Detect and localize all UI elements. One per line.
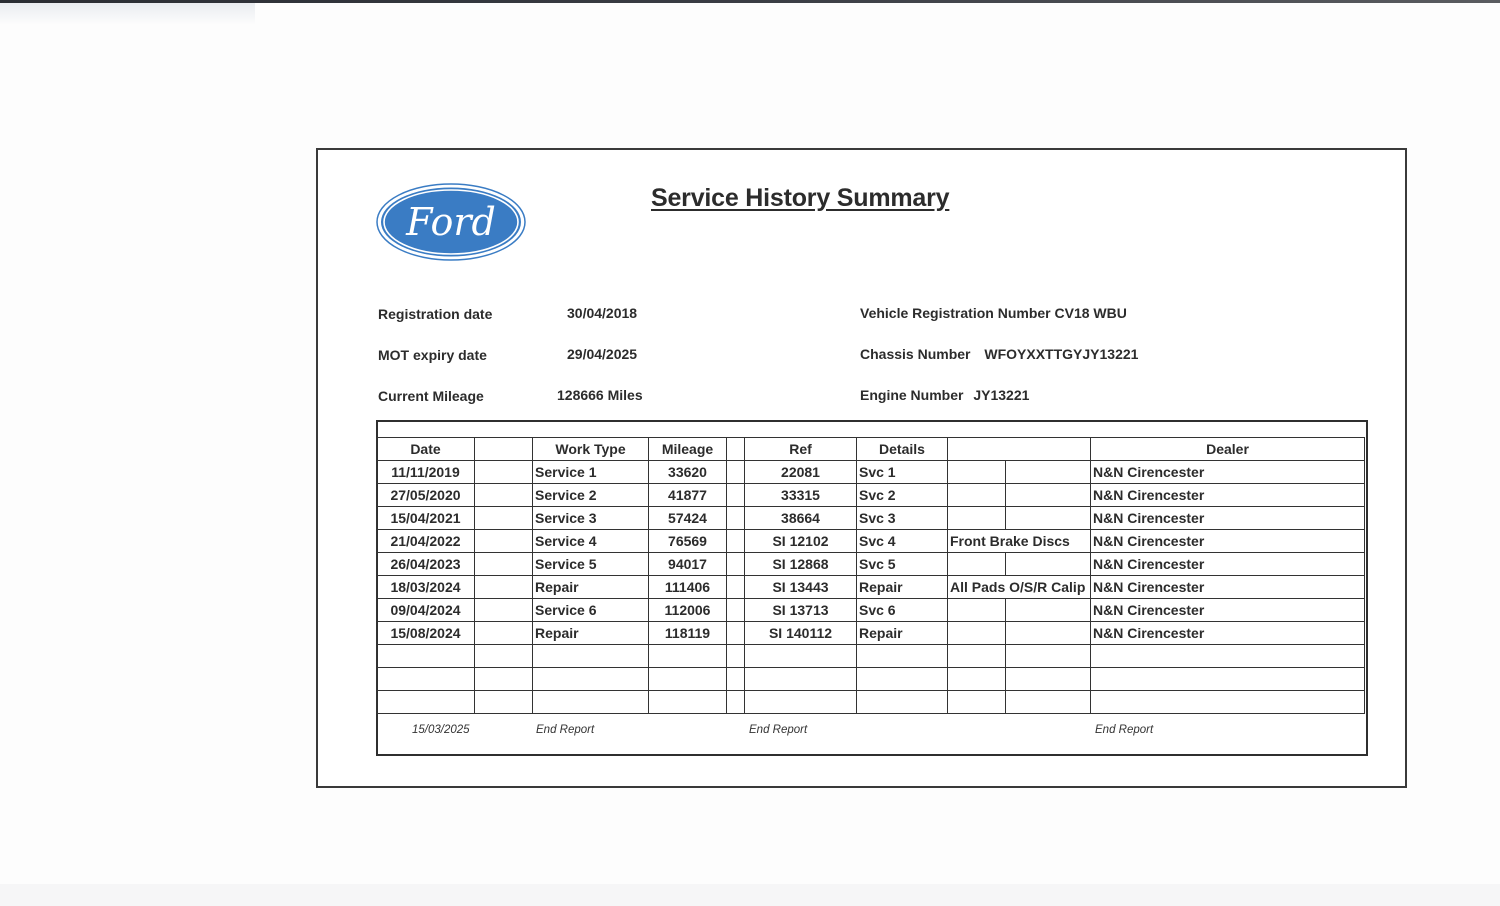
header-blank-1 (475, 438, 533, 461)
row-mileage: 57424 (649, 507, 727, 530)
chassis-value: WFOYXXTTGYJY13221 (984, 346, 1139, 362)
table-row (377, 622, 1365, 645)
vrn-field (860, 305, 1127, 321)
row-blank-2 (727, 622, 745, 645)
row-notes-b (1006, 622, 1091, 645)
row-work-type: Service 5 (533, 553, 649, 576)
row-dealer: N&N Cirencester (1091, 530, 1365, 553)
ford-logo (376, 183, 526, 261)
empty-cell (727, 668, 745, 691)
empty-cell (1006, 691, 1091, 714)
row-ref: SI 12102 (745, 530, 857, 553)
row-mileage: 94017 (649, 553, 727, 576)
row-mileage: 112006 (649, 599, 727, 622)
row-blank-1 (475, 530, 533, 553)
empty-cell (475, 645, 533, 668)
empty-cell (1091, 691, 1365, 714)
row-work-type: Service 4 (533, 530, 649, 553)
row-notes-a (948, 622, 1006, 645)
row-details: Svc 2 (857, 484, 948, 507)
table-row (377, 461, 1365, 484)
row-date: 26/04/2023 (377, 553, 475, 576)
scan-shadow (0, 3, 255, 25)
row-mileage: 33620 (649, 461, 727, 484)
row-notes-a (948, 599, 1006, 622)
row-mileage: 41877 (649, 484, 727, 507)
table-row (377, 599, 1365, 622)
engine-label: Engine Number (860, 387, 964, 403)
empty-cell (1091, 668, 1365, 691)
header-mileage: Mileage (649, 438, 727, 461)
empty-cell (377, 668, 475, 691)
row-blank-2 (727, 461, 745, 484)
table-header-row (377, 438, 1365, 461)
row-dealer: N&N Cirencester (1091, 484, 1365, 507)
row-ref: SI 13713 (745, 599, 857, 622)
row-blank-2 (727, 576, 745, 599)
empty-cell (948, 668, 1006, 691)
row-blank-1 (475, 461, 533, 484)
row-date: 11/11/2019 (377, 461, 475, 484)
row-date: 21/04/2022 (377, 530, 475, 553)
empty-cell (745, 691, 857, 714)
row-work-type: Repair (533, 576, 649, 599)
empty-cell (533, 668, 649, 691)
empty-cell (745, 668, 857, 691)
scan-edge-bottom (0, 884, 1500, 906)
row-ref: SI 13443 (745, 576, 857, 599)
row-notes-a (948, 461, 1006, 484)
row-blank-1 (475, 622, 533, 645)
table-row (377, 576, 1365, 599)
row-dealer: N&N Cirencester (1091, 576, 1365, 599)
row-dealer: N&N Cirencester (1091, 507, 1365, 530)
engine-value: JY13221 (973, 387, 1030, 403)
row-blank-1 (475, 507, 533, 530)
row-date: 27/05/2020 (377, 484, 475, 507)
page-title: Service History Summary (651, 184, 950, 212)
table-row-empty (377, 645, 1365, 668)
row-notes: Front Brake Discs (948, 530, 1091, 553)
header-blank-2 (727, 438, 745, 461)
row-notes-b (1006, 599, 1091, 622)
row-dealer: N&N Cirencester (1091, 553, 1365, 576)
footer-end-report-1: End Report (536, 724, 595, 736)
current-mileage-value: 128666 Miles (557, 387, 643, 403)
row-details: Svc 1 (857, 461, 948, 484)
row-notes-a (948, 484, 1006, 507)
empty-cell (649, 691, 727, 714)
row-mileage: 76569 (649, 530, 727, 553)
row-blank-1 (475, 576, 533, 599)
row-details: Svc 4 (857, 530, 948, 553)
row-details: Repair (857, 622, 948, 645)
row-date: 09/04/2024 (377, 599, 475, 622)
row-date: 15/08/2024 (377, 622, 475, 645)
row-blank-2 (727, 507, 745, 530)
empty-cell (948, 691, 1006, 714)
header-dealer: Dealer (1091, 438, 1365, 461)
empty-cell (1006, 645, 1091, 668)
mot-expiry-label: MOT expiry date (378, 347, 487, 363)
empty-cell (745, 645, 857, 668)
header-notes (948, 438, 1091, 461)
row-dealer: N&N Cirencester (1091, 599, 1365, 622)
row-ref: SI 12868 (745, 553, 857, 576)
table-row (377, 553, 1365, 576)
row-blank-1 (475, 484, 533, 507)
empty-cell (857, 668, 948, 691)
row-blank-2 (727, 553, 745, 576)
empty-cell (727, 645, 745, 668)
footer-report-date: 15/03/2025 (412, 724, 470, 736)
empty-cell (727, 691, 745, 714)
empty-cell (1006, 668, 1091, 691)
row-ref: 22081 (745, 461, 857, 484)
table-row (377, 507, 1365, 530)
row-details: Svc 3 (857, 507, 948, 530)
row-work-type: Service 2 (533, 484, 649, 507)
row-ref: 38664 (745, 507, 857, 530)
row-notes-b (1006, 484, 1091, 507)
row-notes-b (1006, 507, 1091, 530)
table-row-empty (377, 691, 1365, 714)
row-ref: 33315 (745, 484, 857, 507)
row-work-type: Repair (533, 622, 649, 645)
chassis-field (860, 346, 1138, 362)
row-notes-b (1006, 461, 1091, 484)
ford-logo-text: Ford (406, 200, 496, 244)
row-date: 15/04/2021 (377, 507, 475, 530)
row-blank-1 (475, 553, 533, 576)
row-work-type: Service 6 (533, 599, 649, 622)
row-date: 18/03/2024 (377, 576, 475, 599)
row-details: Svc 6 (857, 599, 948, 622)
empty-cell (377, 645, 475, 668)
row-work-type: Service 3 (533, 507, 649, 530)
service-history-table (376, 437, 1365, 714)
empty-cell (533, 645, 649, 668)
row-notes-b (1006, 553, 1091, 576)
header-work-type: Work Type (533, 438, 649, 461)
engine-field (860, 387, 1029, 403)
current-mileage-label: Current Mileage (378, 388, 484, 404)
header-details: Details (857, 438, 948, 461)
footer-end-report-3: End Report (1095, 724, 1154, 736)
header-ref: Ref (745, 438, 857, 461)
vrn-label: Vehicle Registration Number (860, 305, 1051, 321)
empty-cell (857, 691, 948, 714)
row-blank-2 (727, 599, 745, 622)
row-details: Svc 5 (857, 553, 948, 576)
empty-cell (649, 668, 727, 691)
row-blank-2 (727, 484, 745, 507)
table-row (377, 530, 1365, 553)
table-row-empty (377, 668, 1365, 691)
mot-expiry-value: 29/04/2025 (567, 346, 638, 362)
row-blank-2 (727, 530, 745, 553)
row-mileage: 111406 (649, 576, 727, 599)
row-details: Repair (857, 576, 948, 599)
row-dealer: N&N Cirencester (1091, 622, 1365, 645)
empty-cell (533, 691, 649, 714)
row-mileage: 118119 (649, 622, 727, 645)
row-notes: All Pads O/S/R Calip (948, 576, 1091, 599)
row-work-type: Service 1 (533, 461, 649, 484)
empty-cell (948, 645, 1006, 668)
registration-date-label: Registration date (378, 306, 493, 322)
empty-cell (377, 691, 475, 714)
registration-date-value: 30/04/2018 (567, 305, 638, 321)
chassis-label: Chassis Number (860, 346, 971, 362)
row-notes-a (948, 553, 1006, 576)
vrn-value: CV18 WBU (1054, 305, 1127, 321)
empty-cell (475, 691, 533, 714)
header-date: Date (377, 438, 475, 461)
row-ref: SI 140112 (745, 622, 857, 645)
empty-cell (649, 645, 727, 668)
row-blank-1 (475, 599, 533, 622)
empty-cell (857, 645, 948, 668)
empty-cell (475, 668, 533, 691)
row-dealer: N&N Cirencester (1091, 461, 1365, 484)
table-row (377, 484, 1365, 507)
footer-end-report-2: End Report (749, 724, 808, 736)
row-notes-a (948, 507, 1006, 530)
empty-cell (1091, 645, 1365, 668)
